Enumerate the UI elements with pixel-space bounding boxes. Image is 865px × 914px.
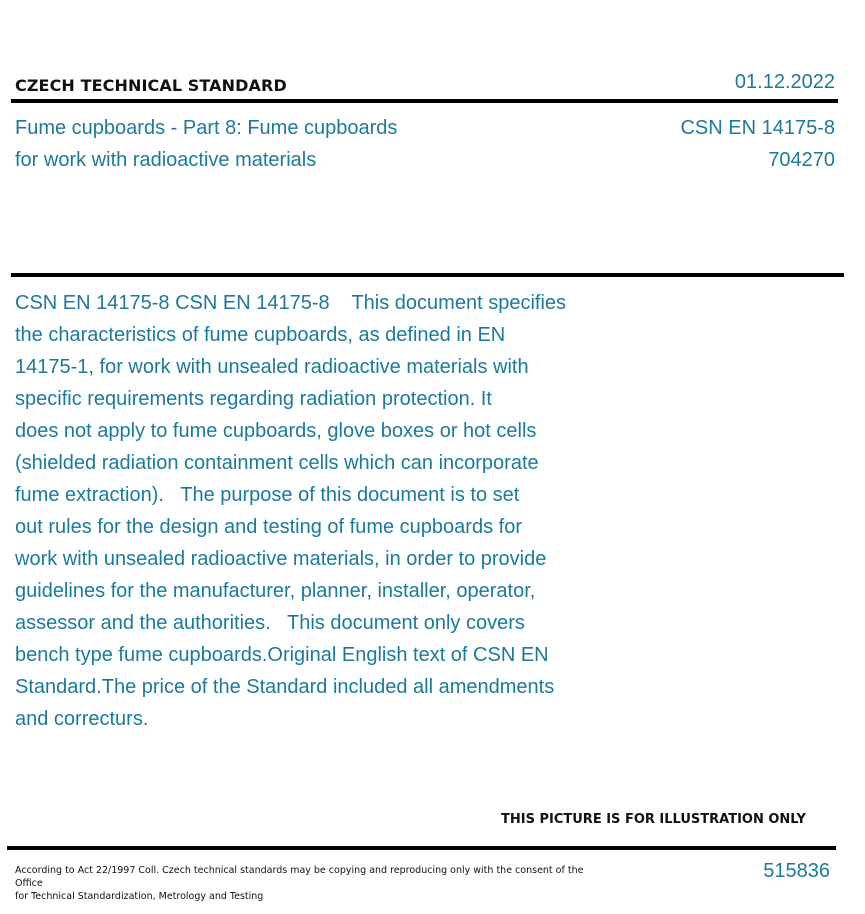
footer-rule — [7, 846, 836, 850]
header-rule — [11, 99, 838, 103]
illustration-note: THIS PICTURE IS FOR ILLUSTRATION ONLY — [501, 812, 806, 827]
legal-notice-line-2: for Technical Standardization, Metrology and Testing — [15, 891, 264, 902]
classification-number: 704270 — [768, 149, 835, 171]
legal-notice-line-1: According to Act 22/1997 Coll. Czech technical standards may be copying and reproducing only with the consent of the Office — [15, 865, 584, 889]
standard-type-label: CZECH TECHNICAL STANDARD — [15, 76, 287, 95]
legal-notice — [15, 864, 585, 903]
catalog-number: 515836 — [763, 860, 830, 882]
document-abstract: CSN EN 14175-8 CSN EN 14175-8 This document specifies the characteristics of fume cupboards, as defined in EN 14175-1, for work with unsealed radioactive materials with specific requirements regarding radiation protection. It does not apply to fume cupboards, glove boxes or hot cells (shielded radiation containment cells which can incorporate fume extraction). The purpose of this document is to set out rules for the design and testing of fume cupboards for work with unsealed radioactive materials, in order to provide guidelines for the manufacturer, planner, installer, operator, assessor and the authorities. This document only covers bench type fume cupboards.Original English text of CSN EN Standard.The price of the Standard included all amendments and correcturs. — [15, 292, 567, 730]
document-title-line-1: Fume cupboards - Part 8: Fume cupboards — [15, 117, 398, 139]
title-rule — [11, 273, 844, 277]
document-title-line-2: for work with radioactive materials — [15, 149, 317, 171]
standard-code: CSN EN 14175-8 — [680, 117, 835, 139]
publication-date: 01.12.2022 — [734, 71, 835, 93]
